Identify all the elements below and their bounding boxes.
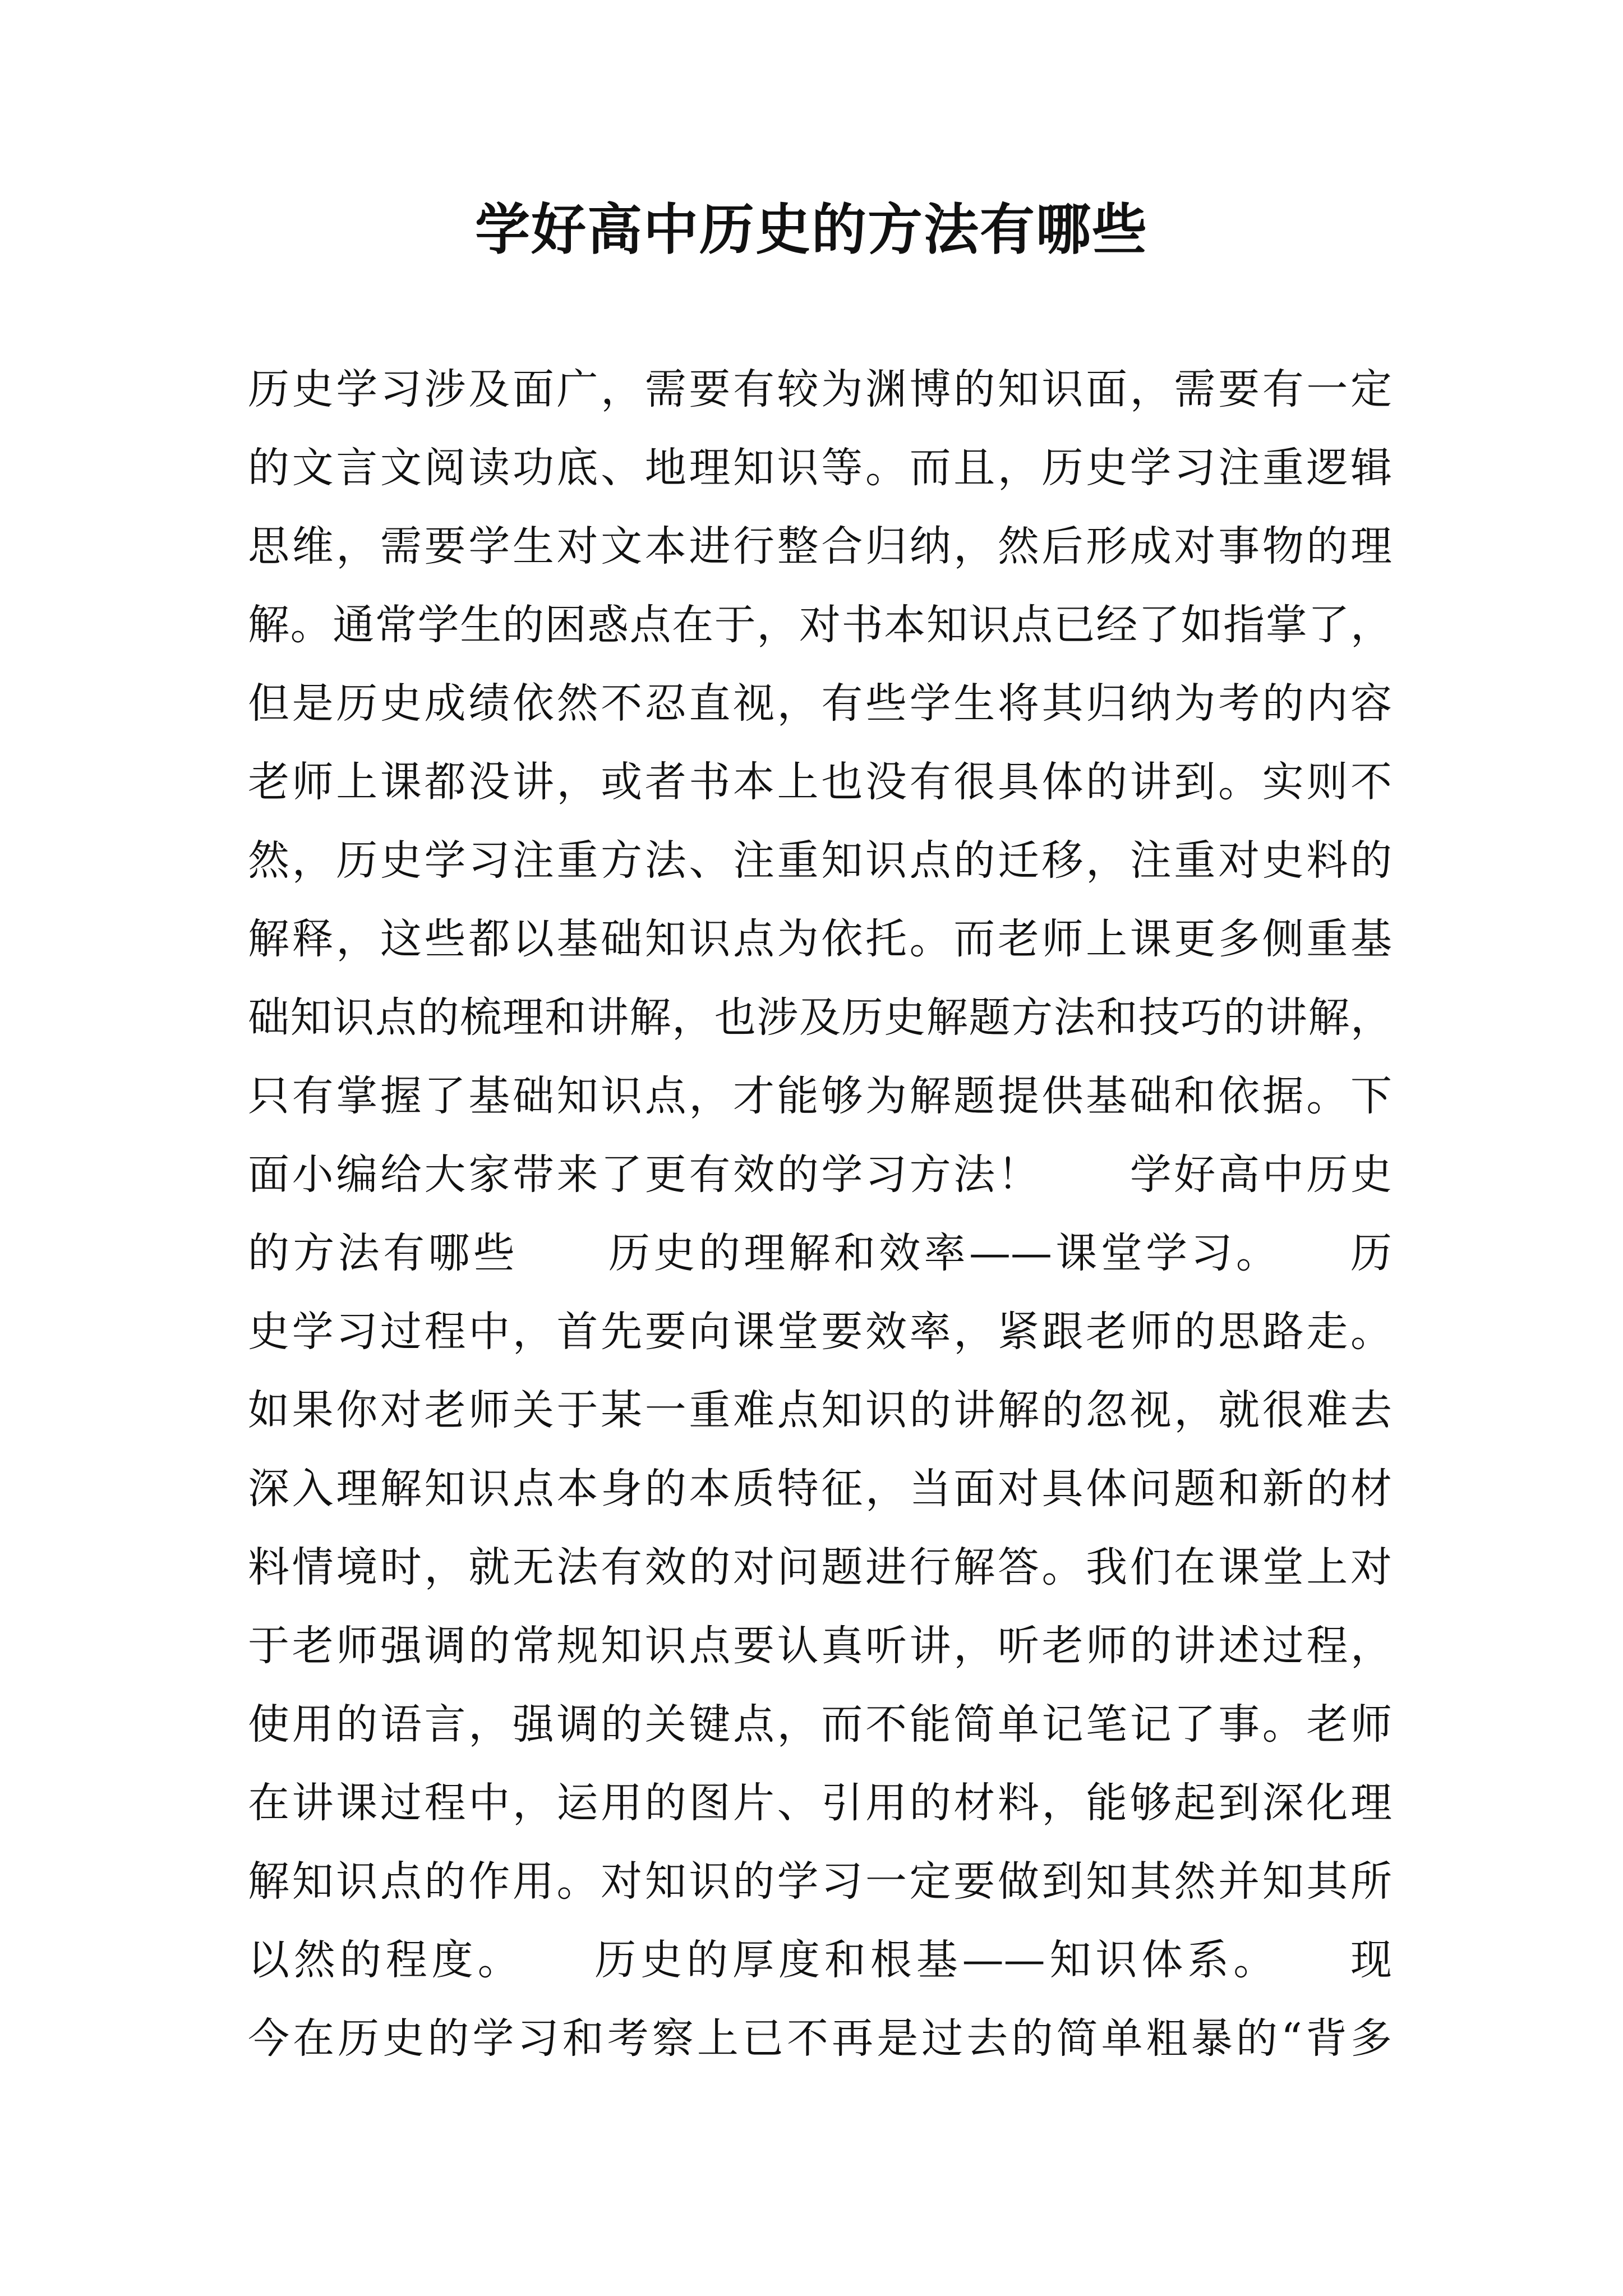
body-line: 但是历史成绩依然不忍直视，有些学生将其归纳为考的内容 (248, 679, 1392, 728)
body-line: 的文言文阅读功底、地理知识等。而且，历史学习注重逻辑 (248, 444, 1392, 492)
body-line: 只有掌握了基础知识点，才能够为解题提供基础和依据。下 (248, 1072, 1392, 1120)
body-line: 史学习过程中，首先要向课堂要效率，紧跟老师的思路走。 (248, 1308, 1392, 1356)
body-line: 使用的语言，强调的关键点，而不能简单记笔记了事。老师 (248, 1700, 1392, 1749)
body-line: 解知识点的作用。对知识的学习一定要做到知其然并知其所 (248, 1857, 1392, 1906)
document-title: 学好高中历史的方法有哪些 (474, 197, 1148, 262)
body-line: 以然的程度。 历史的厚度和根基——知识体系。 现 (248, 1936, 1392, 1984)
body-line: 在讲课过程中，运用的图片、引用的材料，能够起到深化理 (248, 1779, 1392, 1827)
body-line: 老师上课都没讲，或者书本上也没有很具体的讲到。实则不 (248, 758, 1392, 806)
body-line: 思维，需要学生对文本进行整合归纳，然后形成对事物的理 (248, 522, 1392, 570)
body-line: 料情境时，就无法有效的对问题进行解答。我们在课堂上对 (248, 1543, 1392, 1591)
body-line: 于老师强调的常规知识点要认真听讲，听老师的讲述过程， (248, 1622, 1392, 1670)
body-line: 面小编给大家带来了更有效的学习方法！ 学好高中历史 (248, 1151, 1392, 1199)
body-line: 如果你对老师关于某一重难点知识的讲解的忽视，就很难去 (248, 1386, 1392, 1434)
body-line: 础知识点的梳理和讲解，也涉及历史解题方法和技巧的讲解， (248, 993, 1392, 1042)
body-paragraph (248, 350, 1392, 2078)
body-line: 历史学习涉及面广，需要有较为渊博的知识面，需要有一定 (248, 365, 1392, 413)
body-line: 的方法有哪些 历史的理解和效率——课堂学习。 历 (248, 1229, 1392, 1277)
body-line: 解释，这些都以基础知识点为依托。而老师上课更多侧重基 (248, 915, 1392, 963)
body-line: 然，历史学习注重方法、注重知识点的迁移，注重对史料的 (248, 836, 1392, 885)
body-line: 今在历史的学习和考察上已不再是过去的简单粗暴的“背多 (248, 2014, 1392, 2063)
body-line: 解。通常学生的困惑点在于，对书本知识点已经了如指掌了， (248, 601, 1392, 649)
body-line: 深入理解知识点本身的本质特征，当面对具体问题和新的材 (248, 1465, 1392, 1513)
